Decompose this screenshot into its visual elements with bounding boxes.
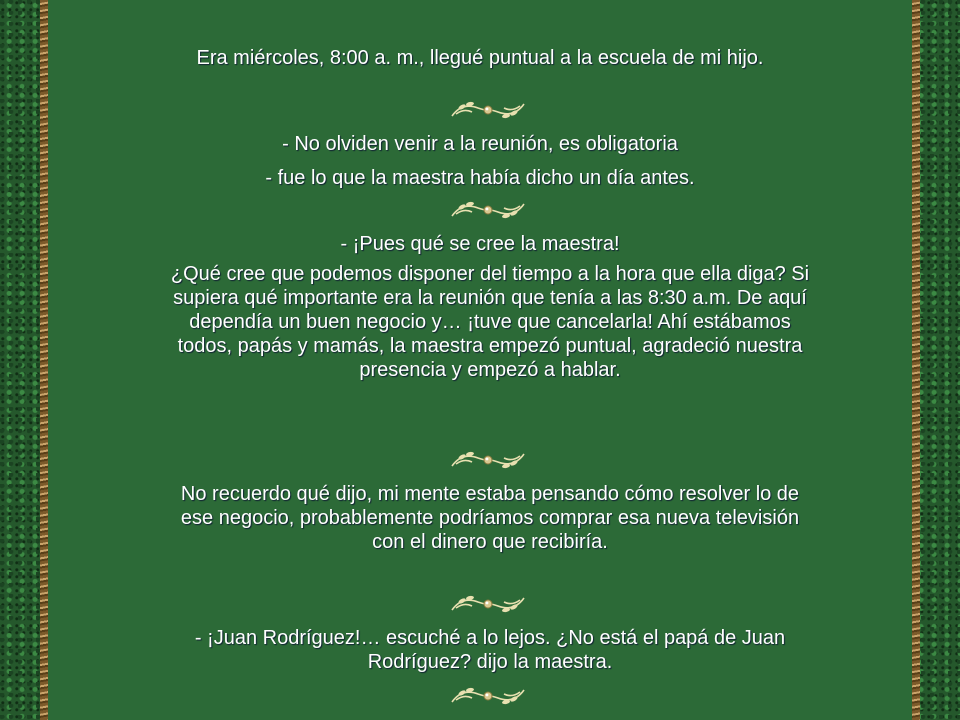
paragraph-3: - fue lo que la maestra había dicho un día antes.: [265, 167, 695, 189]
leaf-scroll-divider-icon: [450, 448, 526, 472]
leaf-scroll-divider-icon: [450, 98, 526, 122]
paragraph-1: Era miércoles, 8:00 a. m., llegué puntual a la escuela de mi hijo.: [196, 47, 764, 69]
leaf-scroll-divider-icon: [450, 198, 526, 222]
paragraph-6: No recuerdo qué dijo, mi mente estaba pensando cómo resolver lo de ese negocio, probablemente podríamos comprar esa nueva televisión con el dinero que recibiría.: [180, 483, 800, 553]
paragraph-7: - ¡Juan Rodríguez!… escuché a lo lejos. ¿No está el papá de Juan Rodríguez? dijo la maestra.: [194, 627, 786, 673]
leaf-scroll-divider-icon: [450, 592, 526, 616]
paragraph-4: - ¡Pues qué se cree la maestra!: [340, 233, 620, 255]
paragraph-5: ¿Qué cree que podemos disponer del tiempo a la hora que ella diga? Si supiera qué importante era la reunión que tenía a las 8:30 a.m. De aquí dependía un buen negocio y… ¡tuve que cancelarla! Ahí estábamos todos, papás y mamás, la maestra empezó puntual, agradeció nuestra presencia y empezó a hablar.: [170, 263, 810, 381]
paragraph-2: - No olviden venir a la reunión, es obligatoria: [282, 133, 678, 155]
leaf-scroll-divider-icon: [450, 684, 526, 708]
right-rope-trim: [912, 0, 920, 720]
left-rope-trim: [40, 0, 48, 720]
